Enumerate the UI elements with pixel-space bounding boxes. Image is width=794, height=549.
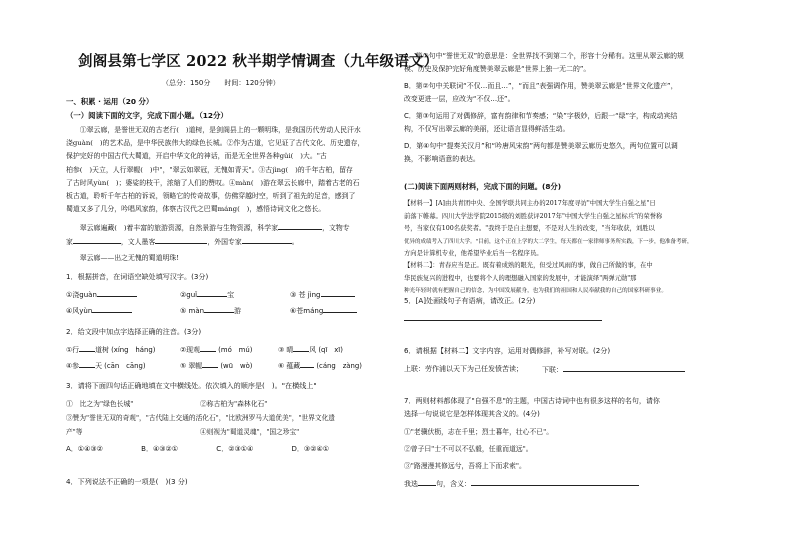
q1-row-2b bbox=[180, 305, 241, 316]
question-1: 1．根据拼音，在词语空缺处填写汉字。(3分) bbox=[66, 272, 209, 281]
passage-line: 了古时风yùn( )；婆娑的枝干，浓缩了人们的赞叹。④màn( )游在翠云长廊中，踏着古老的石 bbox=[66, 178, 360, 187]
question-3: 3．请将下面四句话正确地填在文中横线处。依次填入的顺序是( )。"在横线上" bbox=[66, 381, 317, 390]
answer-blank[interactable] bbox=[278, 222, 322, 230]
q4-option-b[interactable]: B．第②句中关联词“不仅…而且…”，“而且”表强调作用，赞美翠云廊是“世界文化遗产”， bbox=[404, 82, 678, 90]
material-1 bbox=[404, 198, 693, 261]
q4-option-a[interactable]: A．第①句中“誉世无双”的意思是：全世界找不到第二个，形容十分稀有。这里从翠云廊的规 bbox=[404, 52, 684, 60]
answer-blank[interactable] bbox=[300, 360, 314, 368]
material-line: 种光年轻时就有把握自己的信念，为中国发展献身，也为我们的祖国和人民奉献我的自己的国家科研事业。 bbox=[404, 288, 667, 295]
passage-line: 蜀道又多了几分，吟唱风家韵，体察古汉代之巴蜀máng( )，感悟诗词文化之悠长。 bbox=[66, 205, 326, 214]
fill-text: ，文物专 bbox=[322, 224, 350, 232]
q4-option-b-cont: 改变更进一层，应改为“不仅…还”。 bbox=[404, 95, 515, 103]
q3-sentence-3b: 产"等 bbox=[66, 428, 83, 436]
answer-blank[interactable] bbox=[321, 289, 355, 297]
q1-row-2 bbox=[66, 305, 132, 316]
q4-option-d-cont: 换，不影响语意的表达。 bbox=[404, 155, 480, 163]
q1-item: ⑤ màn bbox=[180, 307, 205, 315]
passage-line: 板古道，聆听千年古柏的诉说，领略它的传奇故事，仿佛穿越时空，听到了祖先的足音，感到了 bbox=[66, 192, 356, 201]
question-7-cont: 选择一句说说它是怎样体现其含义的。(4分) bbox=[404, 410, 540, 418]
q2-options: (cān cāng) bbox=[104, 362, 146, 370]
q1-row-1c bbox=[290, 289, 355, 300]
answer-blank[interactable] bbox=[242, 236, 292, 244]
q2-label: ③ 晴 bbox=[278, 346, 294, 354]
q2-item bbox=[66, 344, 155, 354]
material-line: 华民族复兴的进程中，也要将个人的理想融入国家的发展中，才能演绎"两弹元勋"那 bbox=[404, 274, 637, 282]
q2-item bbox=[180, 360, 252, 370]
page-title: 剑阁县第七学区 2022 秋半期学情调查（九年级语文） bbox=[78, 53, 439, 70]
q2-options: (wū wò) bbox=[220, 362, 253, 370]
answer-blank[interactable] bbox=[155, 236, 207, 244]
answer-blank[interactable] bbox=[73, 236, 121, 244]
question-5: 5．[A]处画线句子有语病，请改正。(2分) bbox=[404, 296, 536, 305]
q2-item bbox=[278, 344, 343, 354]
q3-sentence-1: ① 比之为"绿色长城" bbox=[66, 400, 134, 408]
q1-item: ⑥苍máng bbox=[290, 307, 324, 315]
choice-a[interactable]: A．①④③② bbox=[66, 445, 103, 453]
answer-blank[interactable] bbox=[197, 289, 227, 297]
material-line: 【材料二】：青春应当是正。既有着成熟的眼光，但受过风雨的事，做自己所做的事，在中 bbox=[404, 262, 653, 269]
q2-label: ④参 bbox=[66, 362, 80, 370]
q7-option-3: ③"路漫漫其修远兮，吾将上下而求索"。 bbox=[404, 462, 526, 470]
passage-line: 柏参( )天立，人行翠幄( )中"，"翠云如翠冠，无愧如青天"。③古jìng( )的千年古柏，留存 bbox=[66, 165, 353, 174]
passage-fill-line-b bbox=[66, 236, 299, 246]
answer-blank[interactable] bbox=[323, 305, 357, 313]
q4-option-d[interactable]: D．第④句中“提奏关汉月”和“吟唐风宋韵”两句都是赞美翠云廊历史悠久，两句位置可以调 bbox=[404, 142, 678, 150]
material-line: 优异的成绩考入了四川大学。"目前，这个正在上学的大二学生，每天都在一家律师事务所实践，下一步，他准备考研， bbox=[404, 238, 693, 245]
q2-item bbox=[278, 360, 362, 370]
material-line: 【材料一】[A]由共青团中央、全国学联共同主办的2017年度寻访"中国大学生自强之星"日 bbox=[404, 200, 656, 207]
q2-word: 道树 bbox=[95, 346, 109, 354]
q1-tail: 游 bbox=[234, 307, 242, 315]
q2-label: ①行 bbox=[66, 346, 80, 354]
question-4: 4．下列说法不正确的一项是( )(3 分) bbox=[66, 477, 188, 486]
q2-options: (cáng zàng) bbox=[316, 362, 362, 370]
answer-blank[interactable] bbox=[79, 344, 95, 352]
q3-sentence-2: ②称古柏为"森林化石" bbox=[200, 400, 268, 408]
q7-pick-label: 我选 bbox=[404, 480, 418, 488]
q3-sentence-4: ④则视为"蜀道灵魂"，"国之珍宝" bbox=[200, 428, 300, 436]
material-line: 号，当家仅有100名获奖者。"我终于是自主想要，不是对人生的改变，"当年收获，刘胜以 bbox=[404, 225, 655, 233]
q7-meaning-label: 句，含义： bbox=[436, 480, 471, 488]
material-line: 前落下帷幕。四川大学法学院2015级的刘胜获评2017年"中国大学生自强之星标兵"的荣誉称 bbox=[404, 212, 663, 220]
q1-item: ④风yùn bbox=[66, 307, 93, 315]
answer-blank[interactable] bbox=[92, 305, 132, 313]
passage-fill-line-a bbox=[66, 222, 350, 232]
subsection-heading: （一）阅读下面的文字，完成下面小题。（12分） bbox=[66, 111, 228, 120]
question-6: 6．请根据【材料二】文字内容，运用对偶修辞，补写对联。(2分) bbox=[404, 346, 611, 355]
fill-text: ，文人墨客 bbox=[120, 238, 156, 246]
q1-item: ①浇guàn bbox=[66, 291, 97, 299]
q1-tail: 宝 bbox=[227, 291, 235, 299]
exam-meta: （总分：150分 时间：120分钟） bbox=[162, 79, 280, 87]
q1-item: ②guǐ bbox=[180, 291, 198, 299]
choice-b[interactable]: B．④③②① bbox=[141, 445, 179, 453]
q2-word: 风 bbox=[309, 346, 317, 354]
q2-word: 天 bbox=[95, 362, 102, 370]
answer-blank[interactable] bbox=[202, 360, 218, 368]
q4-option-c-cont: 构，不仅写出翠云廊的美丽，还让语言显得鲜活生动。 bbox=[404, 125, 570, 133]
fill-text: 家 bbox=[66, 238, 73, 246]
answer-blank[interactable] bbox=[97, 289, 137, 297]
q2-item bbox=[66, 360, 146, 370]
answer-blank[interactable] bbox=[418, 478, 436, 486]
question-7: 7．两则材料都体现了"自强不息"的主题，中国古诗词中也有很多这样的名句，请你 bbox=[404, 397, 660, 405]
fill-text: 翠云廊遍藏( )着丰富的旅游资源，自然景游与生物资源，科学家 bbox=[66, 224, 279, 232]
q7-answer-line bbox=[404, 478, 639, 489]
q2-options: (xíng háng) bbox=[111, 346, 156, 354]
couplet-lower-label: 下联： bbox=[542, 366, 563, 374]
material-2 bbox=[404, 260, 667, 298]
q7-option-2: ②曾子曰"士不可以不弘毅，任重而道远"。 bbox=[404, 445, 533, 453]
answer-blank[interactable] bbox=[79, 360, 95, 368]
q1-item: ③ 苍 jìng bbox=[290, 291, 321, 299]
answer-blank[interactable] bbox=[204, 305, 234, 313]
subsection-heading-2: (二)阅读下面两则材料，完成下面的问题。(8分) bbox=[404, 182, 562, 191]
question-2: 2．给文段中加点字选择正确的注音。(3分) bbox=[66, 327, 202, 336]
q1-row-1b bbox=[180, 289, 234, 300]
q2-item bbox=[180, 344, 252, 354]
q1-row-2c bbox=[290, 305, 357, 316]
couplet-upper: 上联：劳作浦以天下为己任发愤苦读； bbox=[404, 365, 523, 373]
q4-option-c[interactable]: C．第③句运用了对偶修辞，富有韵律和节奏感；“染”字极妙，后跟一“绿”字，构成动宾结 bbox=[404, 112, 678, 120]
answer-blank[interactable] bbox=[293, 344, 309, 352]
section-heading: 一、积累 · 运用（20 分） bbox=[66, 97, 154, 106]
answer-blank[interactable] bbox=[471, 478, 639, 486]
passage-line: 浇guàn( )的艺术品，是中华民族伟大的绿色长城。②作为古道，它见证了古代文化、历史遗存， bbox=[66, 139, 365, 148]
passage-line: ①翠云廊，是誉世无双的古老行( )道树，是剑阁县上的一颗明珠，是我国历代劳动人民汗水 bbox=[66, 126, 361, 134]
q7-option-1: ①"老骥伏枥，志在千里；烈士暮年，壮心不已"。 bbox=[404, 428, 553, 436]
answer-line[interactable] bbox=[404, 320, 602, 321]
answer-blank[interactable] bbox=[563, 364, 685, 372]
q2-label: ②现观 bbox=[180, 346, 200, 354]
q2-options: (qī xī) bbox=[318, 346, 343, 354]
material-line: 方向是计算机专业，他希望毕业后当一名程序员。 bbox=[404, 250, 543, 258]
q3-sentence-3: ③赞为"誉世无双的奇观"，"古代陆上交通的活化石"，"比欧洲罗马大道优美"，"世界文化遗 bbox=[66, 414, 335, 422]
motto: 翠云廊——出之无愧的蜀道明珠! bbox=[66, 254, 180, 262]
q2-label: ⑥ 蕴藏 bbox=[278, 362, 301, 370]
q1-row-1 bbox=[66, 289, 137, 300]
q3-choices bbox=[66, 444, 329, 454]
q2-label: ⑤ 翠幄 bbox=[180, 362, 203, 370]
q2-options: (mó mú) bbox=[218, 346, 253, 354]
choice-c[interactable]: C．②③①④ bbox=[216, 445, 254, 453]
passage-line: 保护完好的中国古代大蜀道，开启中华文化的神话，而是无全世界各种gǔi( )大。"古 bbox=[66, 152, 327, 161]
passage bbox=[66, 124, 396, 216]
fill-text: ，外国专家 bbox=[207, 238, 242, 246]
fill-text: 。 bbox=[291, 238, 299, 246]
couplet-lower bbox=[542, 364, 685, 375]
choice-d[interactable]: D．③②④① bbox=[291, 445, 330, 453]
answer-blank[interactable] bbox=[200, 344, 216, 352]
q4-option-a-cont: 模、历史及保护完好角度赞美翠云廊是“世界上独一无二的”。 bbox=[404, 65, 591, 73]
